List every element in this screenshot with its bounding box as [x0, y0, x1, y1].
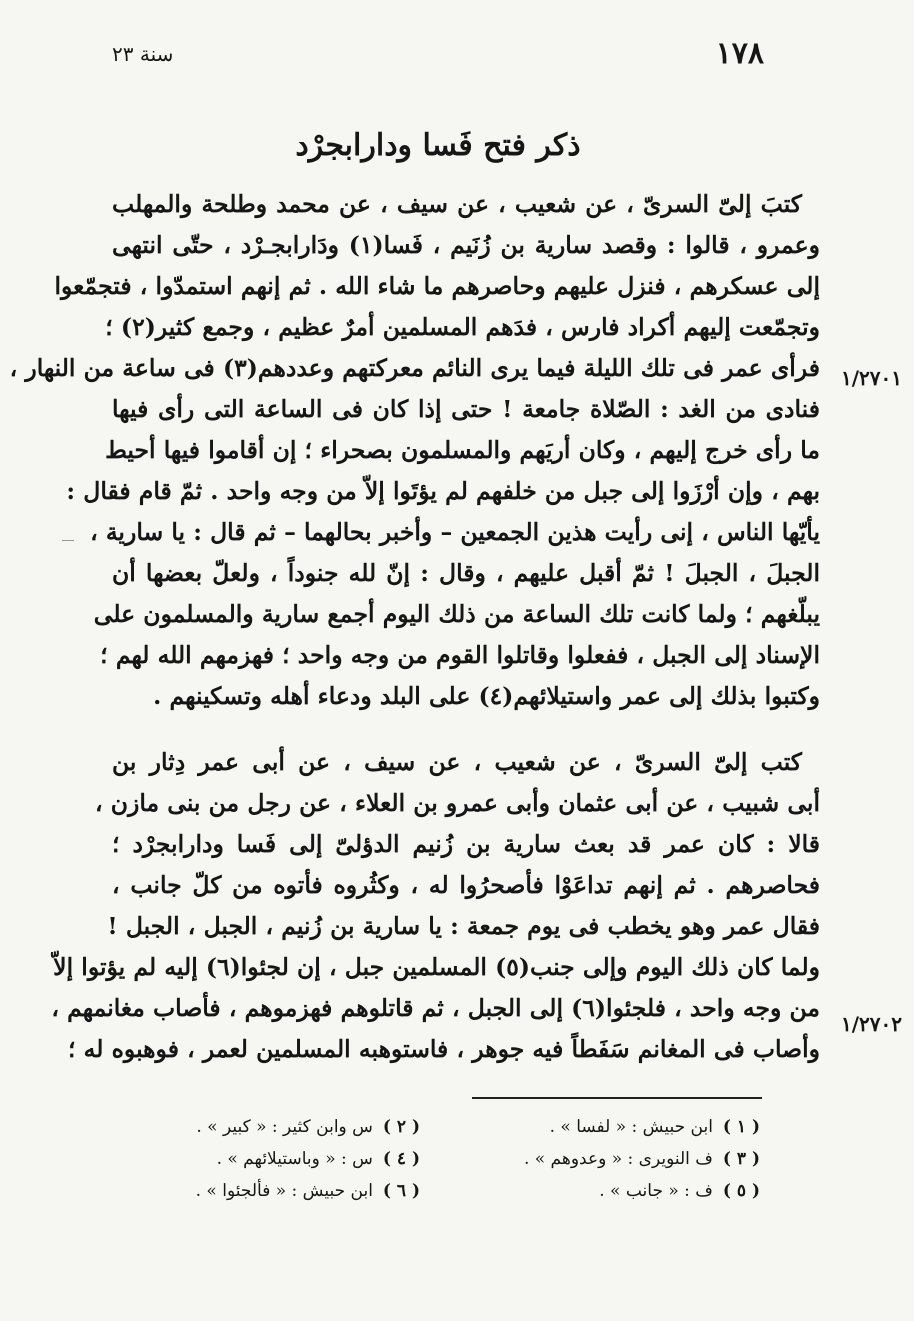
paragraph-2 — [51, 742, 820, 1070]
text-line: ما رأى خرج إليهم ، وكان أريَهم والمسلمون بصحراء ؛ إن أقاموا فيها أحيط — [105, 436, 820, 464]
running-head-year: سنة ٢٣ — [112, 42, 174, 66]
text-line: من وجه واحد ، فلجئوا(٦) إلى الجبل ، ثم قاتلوهم فهزموهم ، فأصاب مغانمهم ، — [51, 994, 820, 1022]
page-number: ١٧٨ — [715, 36, 764, 71]
footnote-divider — [472, 1097, 762, 1099]
footnote-text: ف : « جانب » . — [599, 1181, 713, 1201]
footnote-3 — [480, 1144, 760, 1175]
margin-tick-mark — [62, 540, 74, 541]
footnote-text: ف النويرى : « وعدوهم » . — [523, 1149, 713, 1169]
footnote-5 — [480, 1176, 760, 1207]
footnote-number: ( ٤ ) — [382, 1149, 420, 1169]
text-line: أبى شبيب ، عن أبى عثمان وأبى عمرو بن العلاء ، عن رجل من بنى مازن ، — [94, 789, 820, 817]
footnote-1 — [480, 1112, 760, 1143]
text-line: وكتبوا بذلك إلى عمر واستيلائهم(٤) على البلد ودعاء أهله وتسكينهم . — [153, 682, 820, 710]
footnote-2 — [140, 1112, 420, 1143]
text-line: وعمرو ، قالوا : وقصد سارية بن زُنَيم ، فَسا(١) ودَارابجـرْد ، حتّى انتهى — [112, 231, 820, 259]
margin-page-reference: ١/٢٧٠١ — [840, 366, 902, 390]
page-header — [112, 36, 764, 76]
text-line: ولما كان ذلك اليوم وإلى جنب(٥) المسلمين جبل ، إن لجئوا(٦) إليه لم يؤتوا إلاّ — [53, 953, 820, 981]
text-line: قالا : كان عمر قد بعث سارية بن زُنيم الدؤلىّ إلى فَسا ودارابجرْد ؛ — [112, 830, 820, 858]
text-line: فرأى عمر فى تلك الليلة فيما يرى النائم معركتهم وعددهم(٣) فى ساعة من النهار ، — [9, 354, 820, 382]
footnote-text: س : « وباستيلائهم » . — [216, 1149, 373, 1169]
footnote-number: ( ٣ ) — [722, 1149, 760, 1169]
text-line: بهم ، وإن أرْزَوا إلى جبل من خلفهم لم يؤتَوا إلاّ من وجه واحد . ثمّ قام فقال : — [66, 477, 820, 505]
text-line: يأيّها الناس ، إنى رأيت هذين الجمعين – وأخبر بحالهما – ثم قال : يا سارية ، — [90, 518, 820, 546]
footnote-number: ( ١ ) — [722, 1117, 760, 1137]
paragraph-1 — [9, 184, 820, 717]
footnote-6 — [140, 1176, 420, 1207]
section-title: ذكر فتح فَسا ودارابجرْد — [295, 128, 581, 163]
text-line: الجبلَ ، الجبلَ ! ثمّ أقبل عليهم ، وقال : إنّ لله جنوداً ، ولعلّ بعضها أن — [112, 559, 820, 587]
footnote-number: ( ٢ ) — [382, 1117, 420, 1137]
text-line: الإسناد إلى الجبل ، ففعلوا وقاتلوا القوم من وجه واحد ؛ فهزمهم الله لهم ؛ — [100, 641, 820, 669]
text-line: وتجمّعت إليهم أكراد فارس ، فدَهم المسلمين أمرٌ عظيم ، وجمع كثير(٢) ؛ — [105, 313, 820, 341]
footnote-text: س وابن كثير : « كبير » . — [196, 1117, 373, 1137]
text-line: إلى عسكرهم ، فنزل عليهم وحاصرهم ما شاء الله . ثم إنهم استمدّوا ، فتجمّعوا — [54, 272, 820, 300]
margin-page-reference: ١/٢٧٠٢ — [840, 1012, 902, 1036]
text-line: كتب إلىّ السرىّ ، عن شعيب ، عن سيف ، عن أبى عمر دِثار بن — [112, 748, 802, 776]
text-line: فقال عمر وهو يخطب فى يوم جمعة : يا سارية بن زُنيم ، الجبل ، الجبل ! — [107, 912, 820, 940]
text-line: وأصاب فى المغانم سَفَطاً فيه جوهر ، فاستوهبه المسلمين لعمر ، فوهبوه له ؛ — [68, 1035, 820, 1063]
footnote-number: ( ٦ ) — [382, 1181, 420, 1201]
footnote-text: ابن حبيش : « لفسا » . — [549, 1117, 713, 1137]
text-line: كتبَ إلىّ السرىّ ، عن شعيب ، عن سيف ، عن محمد وطلحة والمهلب — [112, 190, 802, 218]
footnote-text: ابن حبيش : « فألجئوا » . — [195, 1181, 373, 1201]
text-line: يبلّغهم ؛ ولما كانت تلك الساعة من ذلك اليوم أجمع سارية والمسلمون على — [93, 600, 820, 628]
text-line: فنادى من الغد : الصّلاة جامعة ! حتى إذا كان فى الساعة التى رأى فيها — [112, 395, 820, 423]
footnote-number: ( ٥ ) — [722, 1181, 760, 1201]
footnote-4 — [140, 1144, 420, 1175]
text-line: فحاصرهم . ثم إنهم تداعَوْا فأصحرُوا له ، وكثُروه فأتوه من كلّ جانب ، — [112, 871, 820, 899]
